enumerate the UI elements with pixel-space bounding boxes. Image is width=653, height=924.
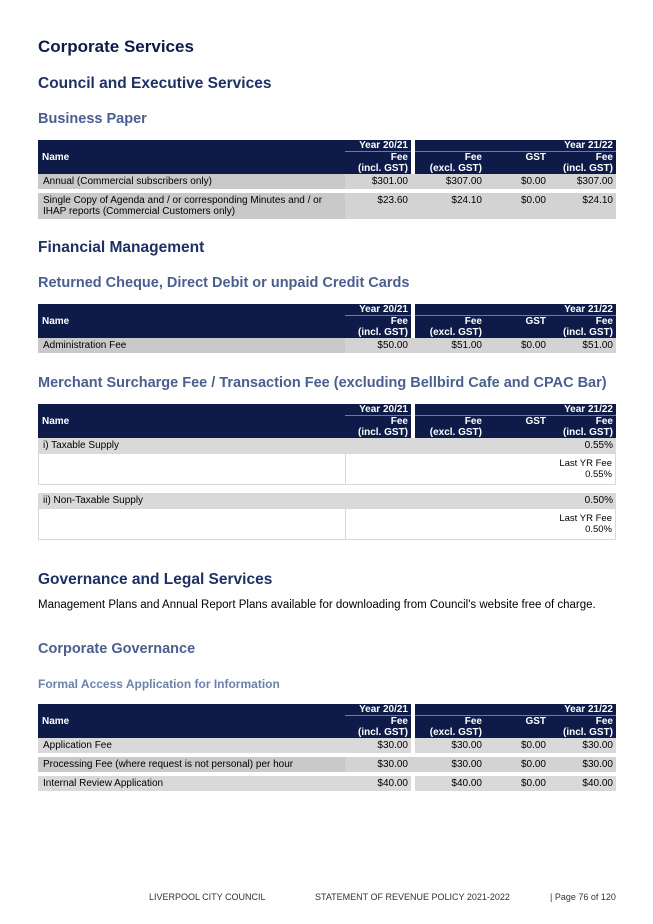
table-row — [38, 493, 616, 508]
footer-org: LIVERPOOL CITY COUNCIL — [149, 892, 266, 902]
row-prev-fee: $50.00 — [345, 338, 411, 353]
col-name: Name — [38, 304, 345, 338]
row-excl-fee: $307.00 — [415, 174, 485, 189]
row-name: Processing Fee (where request is not personal) per hour — [38, 757, 345, 772]
footer-doc-title: STATEMENT OF REVENUE POLICY 2021-2022 — [315, 892, 510, 902]
row-name: Annual (Commercial subscribers only) — [38, 174, 345, 189]
row-prev-fee: $30.00 — [345, 738, 411, 753]
table-header — [38, 304, 616, 338]
col-fee: Fee — [345, 416, 411, 427]
row-gst: $0.00 — [485, 757, 549, 772]
col-incl-gst: (incl. GST) — [549, 163, 616, 174]
subsection-heading-formal-access: Formal Access Application for Information — [38, 677, 280, 691]
col-excl-gst: (excl. GST) — [415, 163, 485, 174]
last-year-label: Last YR Fee — [559, 458, 612, 469]
col-fee: Fee — [345, 152, 411, 163]
last-year-fee — [345, 508, 616, 540]
col-excl-gst: (excl. GST) — [415, 327, 485, 338]
section-heading-governance: Governance and Legal Services — [38, 571, 273, 588]
col-incl-gst: (incl. GST) — [345, 163, 411, 174]
col-fee: Fee — [549, 152, 616, 163]
last-year-value: 0.50% — [585, 524, 612, 535]
table-header — [38, 404, 616, 438]
col-year-prev: Year 20/21 — [345, 304, 411, 316]
row-rate: 0.50% — [345, 493, 616, 508]
last-year-fee — [345, 453, 616, 485]
col-year-curr: Year 21/22 — [549, 304, 616, 316]
table-row — [38, 438, 616, 453]
row-gst: $0.00 — [485, 338, 549, 353]
col-fee: Fee — [415, 152, 485, 163]
returned-cheque-table — [38, 304, 616, 353]
table-row — [38, 174, 616, 189]
row-excl-fee: $24.10 — [415, 193, 485, 219]
table-row — [38, 338, 616, 353]
row-name: Internal Review Application — [38, 776, 345, 791]
table-row-last-year — [38, 453, 616, 485]
col-year-prev: Year 20/21 — [345, 404, 411, 416]
col-fee: Fee — [345, 716, 411, 727]
table-header — [38, 704, 616, 738]
row-excl-fee: $30.00 — [415, 757, 485, 772]
col-fee: Fee — [345, 316, 411, 327]
row-excl-fee: $30.00 — [415, 738, 485, 753]
col-fee: Fee — [549, 316, 616, 327]
col-incl-gst: (incl. GST) — [549, 427, 616, 438]
page-title: Corporate Services — [38, 37, 194, 56]
col-year-curr: Year 21/22 — [549, 140, 616, 152]
row-prev-fee: $301.00 — [345, 174, 411, 189]
col-gst: GST — [485, 716, 549, 727]
col-year-curr: Year 21/22 — [549, 704, 616, 716]
table-header — [38, 140, 616, 174]
table-row — [38, 738, 616, 753]
col-gst: GST — [485, 152, 549, 163]
merchant-surcharge-table — [38, 404, 616, 540]
col-name: Name — [38, 704, 345, 738]
col-gst: GST — [485, 316, 549, 327]
last-year-label: Last YR Fee — [559, 513, 612, 524]
governance-note: Management Plans and Annual Report Plans available for downloading from Council's website free of charge. — [38, 599, 596, 611]
col-name: Name — [38, 140, 345, 174]
col-year-prev: Year 20/21 — [345, 704, 411, 716]
last-year-value: 0.55% — [585, 469, 612, 480]
row-gst: $0.00 — [485, 193, 549, 219]
row-incl-fee: $51.00 — [549, 338, 616, 353]
table-row — [38, 776, 616, 791]
row-name: Administration Fee — [38, 338, 345, 353]
col-name: Name — [38, 404, 345, 438]
col-year-prev: Year 20/21 — [345, 140, 411, 152]
row-prev-fee: $40.00 — [345, 776, 411, 791]
col-gst: GST — [485, 416, 549, 427]
col-fee: Fee — [549, 716, 616, 727]
col-fee: Fee — [415, 316, 485, 327]
col-fee: Fee — [415, 416, 485, 427]
row-incl-fee: $307.00 — [549, 174, 616, 189]
row-prev-fee: $30.00 — [345, 757, 411, 772]
col-incl-gst: (incl. GST) — [549, 327, 616, 338]
col-excl-gst: (excl. GST) — [415, 727, 485, 738]
table-row — [38, 193, 616, 219]
col-incl-gst: (incl. GST) — [549, 727, 616, 738]
col-incl-gst: (incl. GST) — [345, 427, 411, 438]
row-excl-fee: $40.00 — [415, 776, 485, 791]
col-fee: Fee — [415, 716, 485, 727]
row-rate: 0.55% — [345, 438, 616, 453]
footer-page-number: | Page 76 of 120 — [550, 892, 616, 902]
col-incl-gst: (incl. GST) — [345, 727, 411, 738]
row-incl-fee: $24.10 — [549, 193, 616, 219]
col-incl-gst: (incl. GST) — [345, 327, 411, 338]
section-heading-council-exec: Council and Executive Services — [38, 75, 272, 92]
subsection-heading-merchant: Merchant Surcharge Fee / Transaction Fee (excluding Bellbird Cafe and CPAC Bar) — [38, 375, 607, 391]
row-name: Single Copy of Agenda and / or corresponding Minutes and / or IHAP reports (Commercial Customers only) — [38, 193, 345, 219]
col-excl-gst: (excl. GST) — [415, 427, 485, 438]
table-row — [38, 757, 616, 772]
row-name: ii) Non-Taxable Supply — [38, 493, 345, 508]
row-gst: $0.00 — [485, 738, 549, 753]
subsection-heading-returned-cheque: Returned Cheque, Direct Debit or unpaid Credit Cards — [38, 275, 410, 291]
business-paper-table — [38, 140, 616, 219]
col-fee: Fee — [549, 416, 616, 427]
subsection-heading-business-paper: Business Paper — [38, 111, 147, 127]
section-heading-financial: Financial Management — [38, 239, 205, 256]
row-incl-fee: $40.00 — [549, 776, 616, 791]
subsection-heading-corp-gov: Corporate Governance — [38, 641, 196, 657]
row-gst: $0.00 — [485, 174, 549, 189]
row-name: Application Fee — [38, 738, 345, 753]
table-row-last-year — [38, 508, 616, 540]
row-gst: $0.00 — [485, 776, 549, 791]
row-name: i) Taxable Supply — [38, 438, 345, 453]
row-incl-fee: $30.00 — [549, 738, 616, 753]
formal-access-table — [38, 704, 616, 791]
row-excl-fee: $51.00 — [415, 338, 485, 353]
row-incl-fee: $30.00 — [549, 757, 616, 772]
row-prev-fee: $23.60 — [345, 193, 411, 219]
col-year-curr: Year 21/22 — [549, 404, 616, 416]
